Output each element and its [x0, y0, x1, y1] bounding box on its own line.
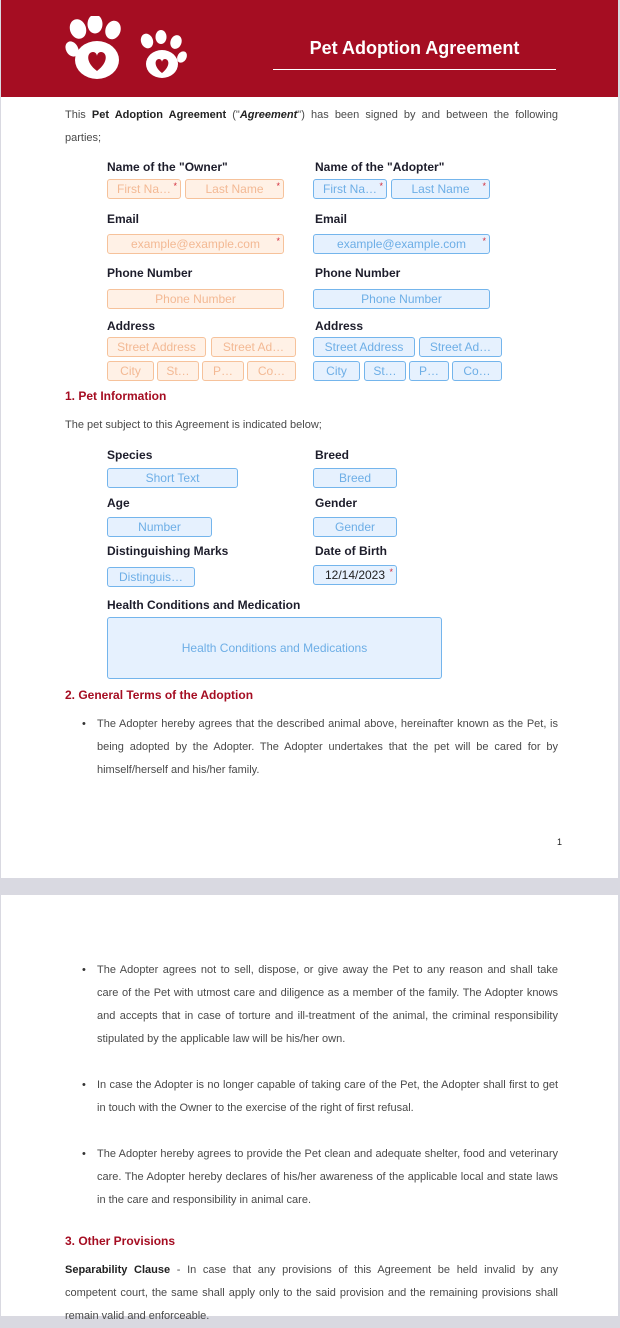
separability-clause: [65, 1259, 558, 1328]
owner-state-placeholder: St…: [166, 364, 190, 378]
species-input[interactable]: [107, 468, 238, 488]
terms-bullet-3: • In case the Adopter is no longer capable of taking care of the Pet, the Adopter shall first to get in touch with the Owner to the exercise of the right of first refusal.: [97, 1074, 558, 1120]
adopter-street1-input[interactable]: [313, 337, 415, 357]
age-label: Age: [107, 496, 130, 510]
page-number: 1: [557, 837, 563, 847]
gender-placeholder: Gender: [334, 520, 376, 534]
owner-phone-placeholder: Phone Number: [155, 292, 236, 306]
distinguishing-marks-input[interactable]: [107, 567, 195, 587]
gender-label: Gender: [315, 496, 358, 510]
adopter-street1-placeholder: Street Address: [324, 340, 404, 354]
adopter-phone-input[interactable]: [313, 289, 490, 309]
adopter-state-input[interactable]: [364, 361, 406, 381]
breed-label: Breed: [315, 448, 350, 462]
distinguishing-marks-placeholder: Distinguis…: [118, 570, 184, 584]
required-asterisk: *: [389, 567, 393, 577]
age-input[interactable]: [107, 517, 212, 537]
adopter-phone-label: Phone Number: [315, 266, 401, 280]
health-conditions-placeholder: Health Conditions and Medications: [181, 641, 368, 655]
adopter-address-label: Address: [315, 319, 364, 333]
distinguishing-marks-label: Distinguishing Marks: [107, 544, 229, 558]
owner-address-label: Address: [107, 319, 156, 333]
owner-street2-placeholder: Street Ad…: [222, 340, 285, 354]
owner-street2-input[interactable]: [211, 337, 296, 357]
separability-clause-text: - In case that any provisions of this Agreement be held invalid by any competent court, the same shall apply only to the said provision and the remaining provisions shall remain valid and enforceable.: [65, 1264, 558, 1322]
owner-country-input[interactable]: [247, 361, 296, 381]
owner-name-label: Name of the "Owner": [107, 160, 228, 174]
owner-phone-label: Phone Number: [107, 266, 193, 280]
intro-text: ") has been signed by and between the following parties;: [65, 109, 559, 144]
breed-input[interactable]: [313, 468, 397, 488]
owner-street1-placeholder: Street Address: [117, 340, 196, 354]
owner-country-placeholder: Co…: [257, 364, 286, 378]
intro-agreement-name: Pet Adoption Agreement: [91, 109, 227, 121]
section-title-pet-information: 1. Pet Information: [65, 389, 167, 403]
adopter-email-input[interactable]: [313, 234, 490, 254]
adopter-street2-placeholder: Street Ad…: [429, 340, 492, 354]
adopter-last-name-input[interactable]: [391, 179, 490, 199]
document-header: [1, 0, 618, 97]
age-placeholder: Number: [138, 520, 181, 534]
owner-city-input[interactable]: [107, 361, 154, 381]
intro-paragraph: [65, 104, 558, 150]
adopter-city-input[interactable]: [313, 361, 360, 381]
terms-bullet-1: • The Adopter hereby agrees that the described animal above, hereinafter known as the Pet, is being adopted by the Adopter. The Adopter undertakes that the pet will be cared for by himself/herself and his/her family.: [97, 713, 558, 782]
required-asterisk: *: [276, 181, 280, 191]
adopter-email-label: Email: [315, 212, 348, 226]
date-of-birth-input[interactable]: [313, 565, 397, 585]
intro-text: This: [65, 109, 92, 121]
owner-email-input[interactable]: [107, 234, 284, 254]
owner-email-placeholder: example@example.com: [131, 237, 260, 251]
adopter-street2-input[interactable]: [419, 337, 502, 357]
adopter-postal-input[interactable]: [409, 361, 449, 381]
owner-postal-input[interactable]: [202, 361, 244, 381]
owner-phone-input[interactable]: [107, 289, 284, 309]
document-page-2: [1, 895, 618, 1322]
terms-bullet-2: • The Adopter agrees not to sell, dispose, or give away the Pet to any reason and shall take care of the Pet with utmost care and diligence as a member of the family. The Adopter knows and accepts that in case of torture and ill-treatment of the animal, the criminal responsibility stipulated by the applicable law will be his/her own.: [97, 959, 558, 1051]
adopter-country-placeholder: Co…: [463, 364, 491, 378]
document-page-1: [1, 0, 618, 878]
adopter-city-placeholder: City: [326, 364, 347, 378]
adopter-country-input[interactable]: [452, 361, 502, 381]
date-of-birth-label: Date of Birth: [315, 544, 387, 558]
separability-clause-title: Separability Clause: [65, 1264, 171, 1276]
breed-placeholder: Breed: [338, 471, 372, 485]
adopter-first-name-input[interactable]: [313, 179, 387, 199]
pet-intro-text: The pet subject to this Agreement is indicated below;: [65, 419, 322, 431]
adopter-postal-placeholder: P…: [418, 364, 439, 378]
paw-print-icon: [65, 16, 133, 84]
required-asterisk: *: [276, 236, 280, 246]
adopter-name-label: Name of the "Adopter": [315, 160, 445, 174]
date-of-birth-value: 12/14/2023: [324, 568, 386, 582]
adopter-last-name-placeholder: Last Name: [411, 182, 470, 196]
species-placeholder: Short Text: [145, 471, 200, 485]
species-label: Species: [107, 448, 153, 462]
required-asterisk: *: [173, 181, 177, 191]
owner-last-name-input[interactable]: [185, 179, 284, 199]
intro-agreement-short: Agreement: [239, 109, 298, 121]
section-title-general-terms: 2. General Terms of the Adoption: [65, 688, 254, 702]
terms-bullet-4: • The Adopter hereby agrees to provide the Pet clean and adequate shelter, food and veterinary care. The Adopter hereby declares of his/her awareness of the applicable local and state laws in the care and responsibility in animal care.: [97, 1143, 558, 1212]
adopter-email-placeholder: example@example.com: [337, 237, 466, 251]
owner-state-input[interactable]: [157, 361, 199, 381]
owner-city-placeholder: City: [120, 364, 141, 378]
owner-postal-placeholder: P…: [212, 364, 233, 378]
owner-first-name-placeholder: First Na…: [117, 182, 171, 196]
adopter-first-name-placeholder: First Na…: [323, 182, 377, 196]
required-asterisk: *: [379, 181, 383, 191]
owner-first-name-input[interactable]: [107, 179, 181, 199]
adopter-state-placeholder: St…: [373, 364, 397, 378]
owner-email-label: Email: [107, 212, 140, 226]
title-underline: [273, 69, 556, 70]
adopter-phone-placeholder: Phone Number: [361, 292, 442, 306]
health-conditions-label: Health Conditions and Medication: [107, 598, 301, 612]
owner-street1-input[interactable]: [107, 337, 206, 357]
required-asterisk: *: [482, 181, 486, 191]
gender-input[interactable]: [313, 517, 397, 537]
required-asterisk: *: [482, 236, 486, 246]
section-title-other-provisions: 3. Other Provisions: [65, 1234, 176, 1248]
intro-text: (": [226, 109, 240, 121]
document-title: Pet Adoption Agreement: [309, 38, 520, 58]
paw-print-icon: [137, 30, 189, 82]
owner-last-name-placeholder: Last Name: [205, 182, 264, 196]
health-conditions-textarea[interactable]: [107, 617, 442, 679]
